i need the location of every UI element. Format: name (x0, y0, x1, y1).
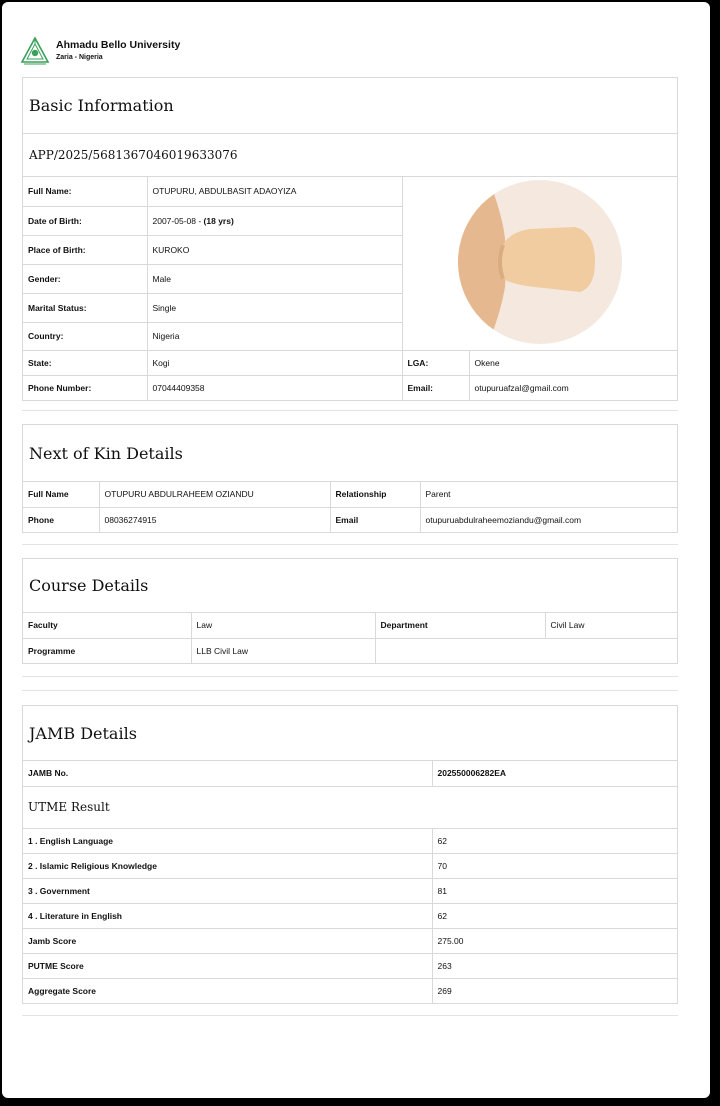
gender-label: Gender: (23, 264, 147, 293)
jamb-no-label: JAMB No. (23, 761, 432, 786)
lga-value: Okene (469, 350, 677, 375)
passport-photo (402, 177, 677, 350)
kin-email-value: otupuruabdulraheemoziandu@gmail.com (420, 507, 677, 532)
jamb-details-table (23, 761, 677, 1003)
application-id: APP/2025/5681367046019633076 (23, 134, 677, 177)
course-details-section (22, 558, 678, 664)
utme-result-heading: UTME Result (28, 800, 110, 814)
document-page (2, 2, 710, 1098)
university-location: Zaria - Nigeria (56, 54, 103, 61)
full-name-value: OTUPURU, ABDULBASIT ADAOYIZA (147, 177, 402, 206)
gender-value: Male (147, 264, 402, 293)
country-value: Nigeria (147, 322, 402, 350)
subject-name: 1 . English Language (23, 828, 432, 853)
empty-cell (375, 638, 677, 663)
subject-name: 2 . Islamic Religious Knowledge (23, 853, 432, 878)
course-details-title: Course Details (23, 559, 677, 613)
basic-info-table (23, 177, 677, 400)
programme-label: Programme (23, 638, 191, 663)
pob-value: KUROKO (147, 235, 402, 264)
jamb-no-value: 202550006282EA (432, 761, 677, 786)
phone-value: 07044409358 (147, 375, 402, 400)
jamb-score-label: Jamb Score (23, 928, 432, 953)
dob-value (147, 206, 402, 235)
kin-phone-label: Phone (23, 507, 99, 532)
section-divider (22, 690, 678, 691)
kin-phone-value: 08036274915 (99, 507, 330, 532)
course-details-table (23, 613, 677, 663)
utme-result-title (23, 786, 677, 828)
pob-label: Place of Birth: (23, 235, 147, 264)
subject-score: 70 (432, 853, 677, 878)
department-value: Civil Law (545, 613, 677, 638)
programme-value: LLB Civil Law (191, 638, 375, 663)
jamb-score-value: 275.00 (432, 928, 677, 953)
subject-name: 3 . Government (23, 878, 432, 903)
section-divider (22, 410, 678, 411)
kin-relationship-value: Parent (420, 482, 677, 507)
section-divider (22, 676, 678, 677)
lga-label: LGA: (402, 350, 469, 375)
basic-information-section (22, 77, 678, 401)
putme-score-label: PUTME Score (23, 953, 432, 978)
next-of-kin-title: Next of Kin Details (23, 425, 677, 482)
university-header (20, 36, 180, 66)
faculty-value: Law (191, 613, 375, 638)
next-of-kin-section (22, 424, 678, 533)
university-name: Ahmadu Bello University (56, 39, 181, 51)
dob-label: Date of Birth: (23, 206, 147, 235)
department-label: Department (375, 613, 545, 638)
marital-status-value: Single (147, 293, 402, 322)
next-of-kin-table (23, 482, 677, 532)
university-logo-icon (20, 36, 50, 66)
subject-score: 62 (432, 903, 677, 928)
basic-information-title: Basic Information (23, 78, 677, 134)
state-value: Kogi (147, 350, 402, 375)
subject-score: 81 (432, 878, 677, 903)
putme-score-value: 263 (432, 953, 677, 978)
aggregate-score-value: 269 (432, 978, 677, 1003)
email-label: Email: (402, 375, 469, 400)
age-value: (18 yrs) (203, 215, 234, 226)
marital-status-label: Marital Status: (23, 293, 147, 322)
phone-label: Phone Number: (23, 375, 147, 400)
jamb-details-title: JAMB Details (23, 706, 677, 761)
kin-name-label: Full Name (23, 482, 99, 507)
subject-score: 62 (432, 828, 677, 853)
avatar-placeholder-icon (455, 177, 625, 347)
kin-email-label: Email (330, 507, 420, 532)
kin-name-value: OTUPURU ABDULRAHEEM OZIANDU (99, 482, 330, 507)
country-label: Country: (23, 322, 147, 350)
kin-relationship-label: Relationship (330, 482, 420, 507)
full-name-label: Full Name: (23, 177, 147, 206)
aggregate-score-label: Aggregate Score (23, 978, 432, 1003)
email-value: otupuruafzal@gmail.com (469, 375, 677, 400)
jamb-details-section (22, 705, 678, 1004)
section-divider (22, 1015, 678, 1016)
subject-name: 4 . Literature in English (23, 903, 432, 928)
faculty-label: Faculty (23, 613, 191, 638)
section-divider (22, 544, 678, 545)
dob-date: 2007-05-08 - (152, 215, 204, 226)
state-label: State: (23, 350, 147, 375)
